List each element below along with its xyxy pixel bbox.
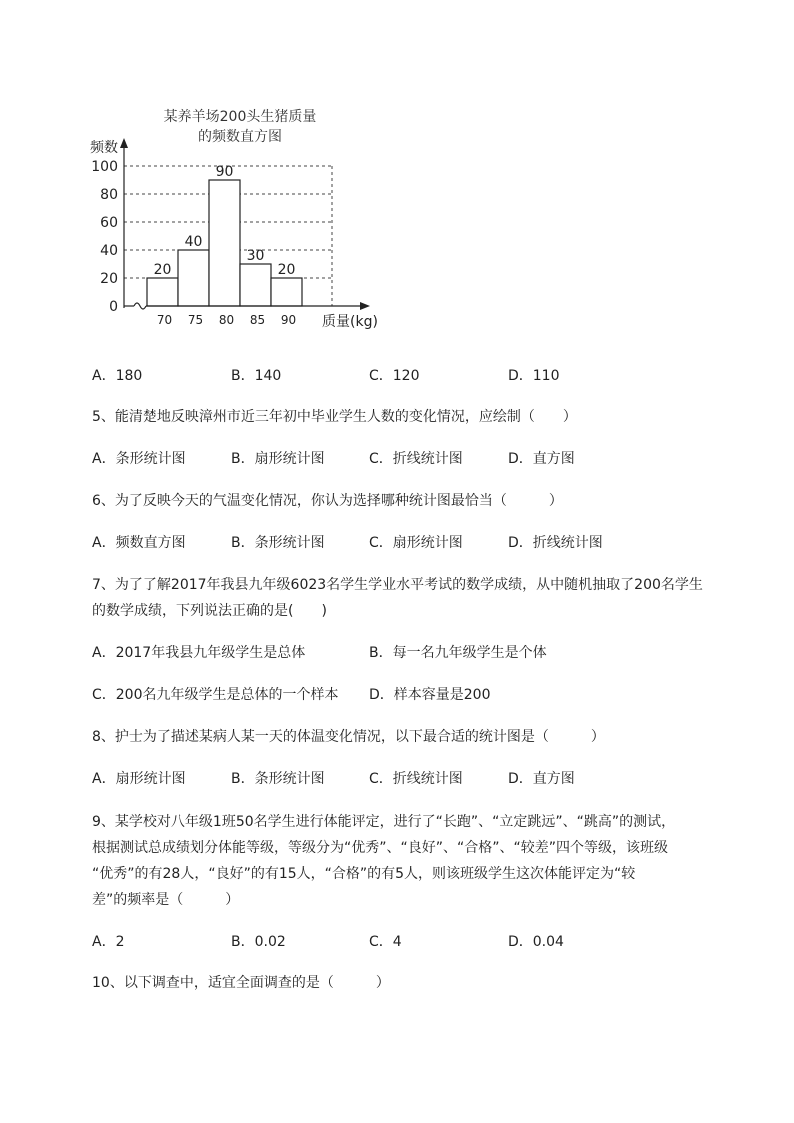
q8-option-d[interactable]: D．直方图 [508,771,575,787]
q6-option-c[interactable]: C．扇形统计图 [369,535,463,551]
y-axis-label: 频数 [90,140,118,156]
q7-option-a[interactable]: A．2017年我县九年级学生是总体 [92,645,306,661]
chart-bars [147,180,302,306]
q8-option-b[interactable]: B．条形统计图 [231,771,325,787]
q9-text-line4: 差”的频率是（ ） [92,892,240,908]
chart-title-line2: 的频数直方图 [198,129,282,145]
y-axis-arrow [120,138,128,148]
q9-text-line3: “优秀”的有28人，“良好”的有15人，“合格”的有5人，则该班级学生这次体能评定为“较 [92,866,636,882]
histogram-bar [240,264,271,306]
frequency-histogram [90,100,400,336]
q5-option-d[interactable]: D．直方图 [508,451,575,467]
q8-option-c[interactable]: C．折线统计图 [369,771,463,787]
q6-option-a[interactable]: A．频数直方图 [92,535,186,551]
histogram-bar [147,278,178,306]
y-tick-label: 20 [100,271,118,287]
bar-value-label: 20 [153,262,172,278]
axis-break-mark [134,303,146,309]
bar-value-label: 40 [184,234,203,250]
q7-option-b[interactable]: B．每一名九年级学生是个体 [369,645,547,661]
q4-option-a[interactable]: A．180 [92,368,143,384]
x-tick-label: 90 [280,313,297,327]
q8-text: 8、护士为了描述某病人某一天的体温变化情况，以下最合适的统计图是（ ） [92,729,605,745]
x-tick-label: 80 [218,313,235,327]
q8-option-a[interactable]: A．扇形统计图 [92,771,186,787]
y-tick-labels [91,159,118,315]
x-tick-labels [157,313,296,327]
bar-value-label: 90 [215,164,234,180]
q7-option-d[interactable]: D．样本容量是200 [369,687,491,703]
y-tick-label: 100 [91,159,118,175]
chart-title-line1: 某养羊场200头生猪质量 [163,109,317,125]
q6-text: 6、为了反映今天的气温变化情况，你认为选择哪种统计图最恰当（ ） [92,493,563,509]
y-tick-label: 80 [100,187,118,203]
q5-text: 5、能清楚地反映漳州市近三年初中毕业学生人数的变化情况，应绘制（ ） [92,409,577,425]
q7-text-line2: 的数学成绩，下列说法正确的是( ) [92,603,327,619]
q5-option-a[interactable]: A．条形统计图 [92,451,186,467]
q9-option-c[interactable]: C．4 [369,934,402,950]
q10-text: 10、以下调查中，适宜全面调查的是（ ） [92,975,390,991]
q7-text-line1: 7、为了了解2017年我县九年级6023名学生学业水平考试的数学成绩，从中随机抽取了200名学生 [92,577,703,593]
q4-option-c[interactable]: C．120 [369,368,420,384]
y-tick-label: 40 [100,243,118,259]
y-tick-label: 0 [109,299,118,315]
q5-option-b[interactable]: B．扇形统计图 [231,451,325,467]
q9-text-line1: 9、某学校对八年级1班50名学生进行体能评定，进行了“长跑”、“立定跳远”、“跳高”的测试， [92,814,676,830]
q9-option-b[interactable]: B．0.02 [231,934,286,950]
q9-option-d[interactable]: D．0.04 [508,934,564,950]
bar-value-label: 30 [246,248,265,264]
x-axis-arrow [360,302,370,310]
q4-option-d[interactable]: D．110 [508,368,560,384]
histogram-bar [271,278,302,306]
q9-text-line2: 根据测试总成绩划分体能等级，等级分为“优秀”、“良好”、“合格”、“较差”四个等级，该班级 [92,840,669,856]
q4-option-b[interactable]: B．140 [231,368,282,384]
q9-option-a[interactable]: A．2 [92,934,125,950]
q6-option-d[interactable]: D．折线统计图 [508,535,603,551]
x-axis-label: 质量(kg) [322,314,378,330]
q7-option-c[interactable]: C．200名九年级学生是总体的一个样本 [92,687,339,703]
y-tick-label: 60 [100,215,118,231]
x-tick-label: 75 [187,313,204,327]
histogram-bar [178,250,209,306]
x-tick-label: 70 [156,313,173,327]
q5-option-c[interactable]: C．折线统计图 [369,451,463,467]
histogram-bar [209,180,240,306]
bar-value-label: 20 [277,262,296,278]
x-tick-label: 85 [249,313,266,327]
q6-option-b[interactable]: B．条形统计图 [231,535,325,551]
